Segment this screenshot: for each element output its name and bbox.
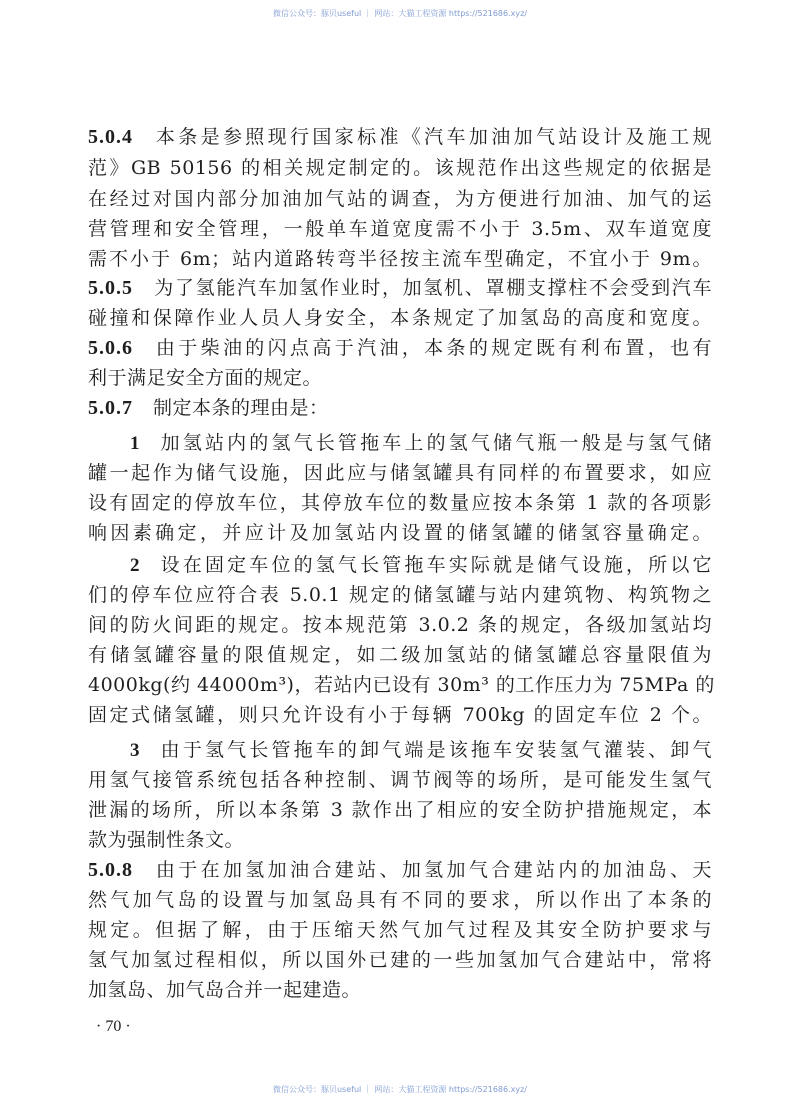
text-line: 4000kg(约 44000m³)，若站内已设有 30m³ 的工作压力为 75MPa 的 <box>88 674 715 696</box>
text-line: 款为强制性条文。 <box>88 829 245 851</box>
text-line <box>88 737 712 763</box>
clause-number: 5.0.6 <box>88 337 133 359</box>
text-line: 范》GB 50156 的相关规定制定的。该规范作出这些规定的依据是 <box>88 157 712 179</box>
clause-number: 5.0.7 <box>88 397 133 419</box>
watermark-bottom: 微信公众号：豚贝useful ｜ 网站：大猫工程资源 https://521686.xyz/ <box>272 1085 528 1094</box>
text-line: 响因素确定，并应计及加氢站内设置的储氢罐的储氢容量确定。 <box>88 522 712 544</box>
text-line <box>88 335 712 361</box>
clause-number: 5.0.4 <box>88 126 133 148</box>
item-number: 1 <box>130 433 140 454</box>
text-line: 氢气加氢过程相似，所以国外已建的一些加氢加气合建站中，常将 <box>88 949 712 971</box>
text-line: 们的停车位应符合表 5.0.1 规定的储氢罐与站内建筑物、构筑物之 <box>88 584 712 606</box>
line-text: 由于氢气长管拖车的卸气端是该拖车安装氢气灌装、卸气 <box>158 739 712 761</box>
text-line: 罐一起作为储气设施，因此应与储氢罐具有同样的布置要求，如应 <box>88 462 712 484</box>
clause-number: 5.0.5 <box>88 277 133 299</box>
line-text: 由于柴油的闪点高于汽油，本条的规定既有利布置，也有 <box>153 337 712 359</box>
text-line: 泄漏的场所，所以本条第 3 款作出了相应的安全防护措施规定，本 <box>88 799 712 821</box>
page-number: · 70 · <box>96 1018 131 1035</box>
line-text: 由于在加氢加油合建站、加氢加气合建站内的加油岛、天 <box>153 859 712 881</box>
text-line <box>88 430 712 456</box>
text-line <box>88 552 712 578</box>
text-line: 固定式储氢罐，则只允许设有小于每辆 700kg 的固定车位 2 个。 <box>88 704 712 726</box>
line-text: 设在固定车位的氢气长管拖车实际就是储气设施，所以它 <box>158 554 712 576</box>
text-line: 加氢岛、加气岛合并一起建造。 <box>88 979 362 1001</box>
line-text: 加氢站内的氢气长管拖车上的氢气储气瓶一般是与氢气储 <box>158 432 712 454</box>
text-line: 营管理和安全管理，一般单车道宽度需不小于 3.5m、双车道宽度 <box>88 218 712 240</box>
text-line: 需不小于 6m；站内道路转弯半径按主流车型确定，不宜小于 9m。 <box>88 248 712 270</box>
line-text: 为了氢能汽车加氢作业时，加氢机、罩棚支撑柱不会受到汽车 <box>153 277 712 299</box>
text-line: 设有固定的停放车位，其停放车位的数量应按本条第 1 款的各项影 <box>88 492 712 514</box>
text-line: 用氢气接管系统包括各种控制、调节阀等的场所，是可能发生氢气 <box>88 769 712 791</box>
text-line: 利于满足安全方面的规定。 <box>88 367 323 389</box>
text-line <box>88 275 712 301</box>
line-text: 本条是参照现行国家标准《汽车加油加气站设计及施工规 <box>153 126 712 148</box>
text-line: 间的防火间距的规定。按本规范第 3.0.2 条的规定，各级加氢站均 <box>88 614 712 636</box>
clause-number: 5.0.8 <box>88 859 133 881</box>
text-line <box>88 857 712 883</box>
text-line: 规定。但据了解，由于压缩天然气加气过程及其安全防护要求与 <box>88 919 712 941</box>
text-line: 在经过对国内部分加油加气站的调查，为方便进行加油、加气的运 <box>88 188 712 210</box>
text-line <box>88 124 712 150</box>
item-number: 3 <box>130 740 140 761</box>
text-line <box>88 395 712 421</box>
text-line: 有储氢罐容量的限值规定，如二级加氢站的储氢罐总容量限值为 <box>88 644 712 666</box>
watermark-top: 微信公众号：豚贝useful ｜ 网站：大猫工程资源 https://521686.xyz/ <box>272 9 528 18</box>
line-text: 制定本条的理由是： <box>153 397 329 419</box>
text-line: 碰撞和保障作业人员人身安全，本条规定了加氢岛的高度和宽度。 <box>88 307 712 329</box>
item-number: 2 <box>130 555 140 576</box>
text-line: 然气加气岛的设置与加氢岛具有不同的要求，所以作出了本条的 <box>88 889 712 911</box>
